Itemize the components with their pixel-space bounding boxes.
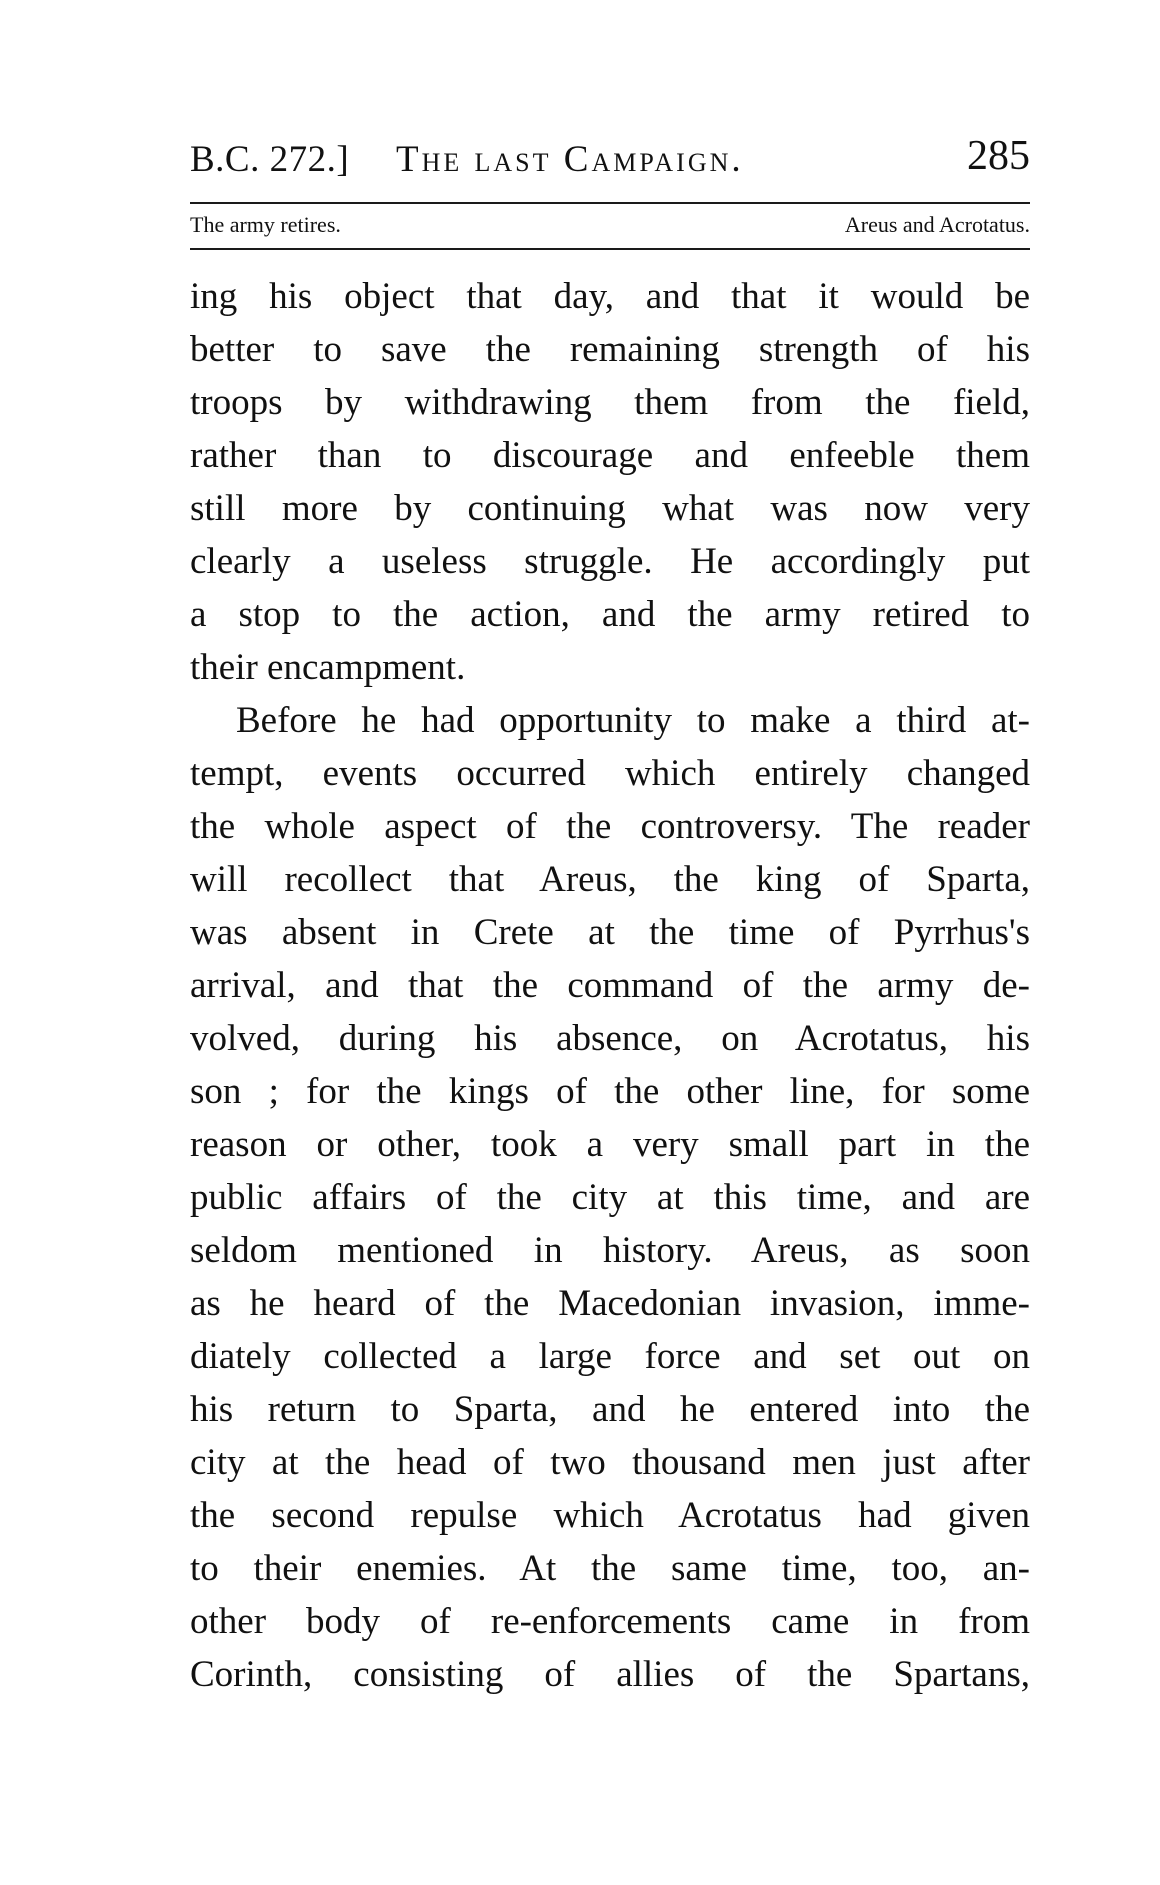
text-line: was absent in Crete at the time of Pyrrhus's — [190, 912, 1030, 953]
text-line: other body of re-enforcements came in from — [190, 1601, 1030, 1642]
text-line: volved, during his absence, on Acrotatus, his — [190, 1018, 1030, 1059]
chapter-title: The last Campaign. — [396, 139, 744, 180]
paragraph-1 — [190, 270, 1030, 694]
text-line: seldom mentioned in history. Areus, as soon — [190, 1230, 1030, 1271]
paragraph-2 — [190, 694, 1030, 1701]
text-line: their encampment. — [190, 647, 466, 688]
text-line: public affairs of the city at this time, and are — [190, 1177, 1030, 1218]
text-line: diately collected a large force and set out on — [190, 1336, 1030, 1377]
text-line: Corinth, consisting of allies of the Spartans, — [190, 1654, 1030, 1695]
text-line: city at the head of two thousand men just after — [190, 1442, 1030, 1483]
text-line: will recollect that Areus, the king of Sparta, — [190, 859, 1030, 900]
text-line: arrival, and that the command of the army de- — [190, 965, 1030, 1006]
text-line: as he heard of the Macedonian invasion, imme- — [190, 1283, 1030, 1324]
text-line: reason or other, took a very small part in the — [190, 1124, 1030, 1165]
text-line: the second repulse which Acrotatus had given — [190, 1495, 1030, 1536]
text-line: tempt, events occurred which entirely changed — [190, 753, 1030, 794]
text-line: ing his object that day, and that it would be — [190, 276, 1030, 317]
header-date: B.C. 272.] — [190, 139, 350, 180]
text-line: the whole aspect of the controversy. The reader — [190, 806, 1030, 847]
text-line: his return to Sparta, and he entered into the — [190, 1389, 1030, 1430]
page-number: 285 — [967, 133, 1030, 179]
text-line: to their enemies. At the same time, too, an- — [190, 1548, 1030, 1589]
side-headings — [190, 208, 1030, 244]
text-line: son ; for the kings of the other line, for some — [190, 1071, 1030, 1112]
text-line: better to save the remaining strength of his — [190, 329, 1030, 370]
header-rule-bottom — [190, 248, 1030, 250]
text-line: rather than to discourage and enfeeble them — [190, 435, 1030, 476]
side-heading-right: Areus and Acrotatus. — [844, 212, 1030, 237]
text-line: clearly a useless struggle. He accordingly put — [190, 541, 1030, 582]
side-heading-left: The army retires. — [190, 212, 341, 237]
text-line: Before he had opportunity to make a third at- — [236, 700, 1030, 741]
running-header — [190, 132, 1030, 186]
body-text — [190, 270, 1030, 1701]
text-line: troops by withdrawing them from the field, — [190, 382, 1030, 423]
text-line: still more by continuing what was now very — [190, 488, 1030, 529]
header-rule-top — [190, 202, 1030, 204]
text-line: a stop to the action, and the army retired to — [190, 594, 1030, 635]
